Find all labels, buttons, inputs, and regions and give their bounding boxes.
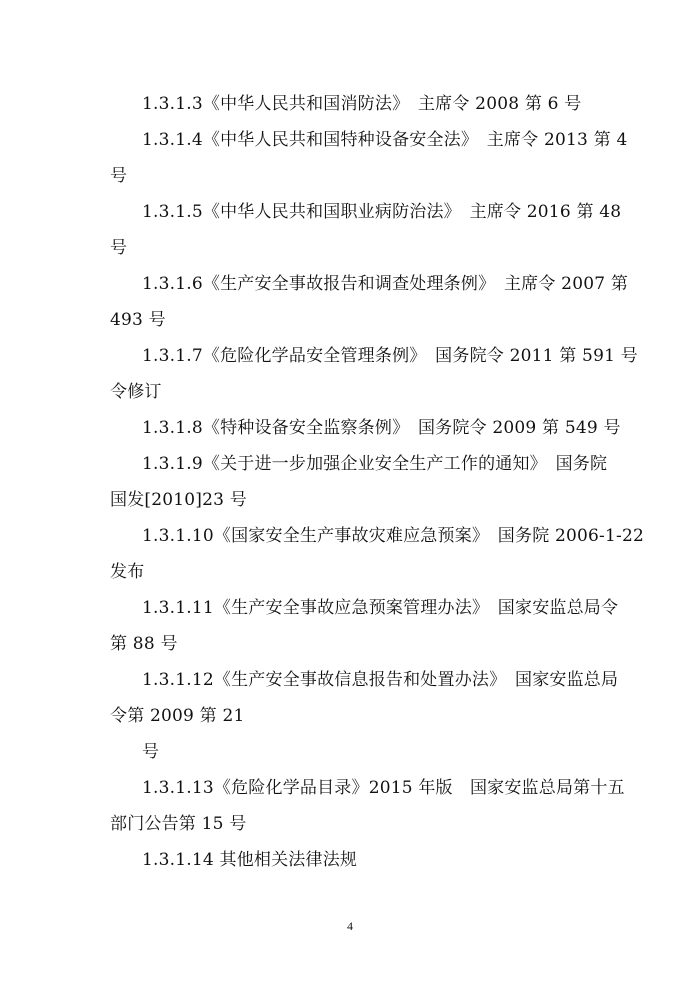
list-item-line: 1.3.1.7《危险化学品安全管理条例》 国务院令 2011 第 591 号: [142, 346, 638, 366]
list-item-line: 1.3.1.6《生产安全事故报告和调查处理条例》 主席令 2007 第: [142, 274, 629, 294]
list-item: [110, 770, 625, 842]
list-item-line: 1.3.1.9《关于进一步加强企业安全生产工作的通知》 国务院: [142, 454, 608, 474]
list-item: [110, 410, 621, 446]
list-item: [110, 266, 629, 338]
list-item: [110, 194, 622, 266]
list-item-line: 1.3.1.5《中华人民共和国职业病防治法》 主席令 2016 第 48: [142, 202, 622, 222]
list-item-line: 令修订: [110, 382, 162, 402]
list-item: [110, 662, 619, 734]
regulation-list: [110, 86, 644, 878]
list-item: [110, 338, 638, 410]
list-item-line: 1.3.1.3《中华人民共和国消防法》 主席令 2008 第 6 号: [142, 94, 582, 114]
list-item: [110, 842, 602, 878]
list-item-line: 1.3.1.10《国家安全生产事故灾难应急预案》 国务院 2006-1-22: [142, 526, 644, 546]
list-item: [110, 590, 619, 662]
list-item-line: 1.3.1.4《中华人民共和国特种设备安全法》 主席令 2013 第 4: [142, 130, 628, 150]
list-item-line: 1.3.1.14 其他相关法律法规: [142, 850, 358, 870]
list-item-line: 1.3.1.11《生产安全事故应急预案管理办法》 国家安监总局令: [142, 598, 619, 618]
list-item-line: 部门公告第 15 号: [110, 814, 247, 834]
list-item-line: 号: [110, 166, 128, 186]
list-item: [110, 446, 608, 518]
list-item: [110, 122, 628, 194]
list-item-line: 号: [142, 742, 160, 762]
list-item-line: 号: [110, 238, 128, 258]
list-item: [110, 86, 602, 122]
list-item-line: 493 号: [110, 310, 166, 330]
list-item: [110, 734, 602, 770]
list-item-line: 1.3.1.12《生产安全事故信息报告和处置办法》 国家安监总局: [142, 670, 619, 690]
list-item-line: 发布: [110, 562, 145, 582]
page-number: 4: [347, 919, 353, 933]
list-item-line: 国发[2010]23 号: [110, 490, 247, 510]
list-item: [110, 518, 644, 590]
list-item-line: 第 88 号: [110, 634, 178, 654]
list-item-line: 1.3.1.8《特种设备安全监察条例》 国务院令 2009 第 549 号: [142, 418, 621, 438]
list-item-line: 令第 2009 第 21: [110, 706, 245, 726]
list-item-line: 1.3.1.13《危险化学品目录》2015 年版 国家安监总局第十五: [142, 778, 625, 798]
